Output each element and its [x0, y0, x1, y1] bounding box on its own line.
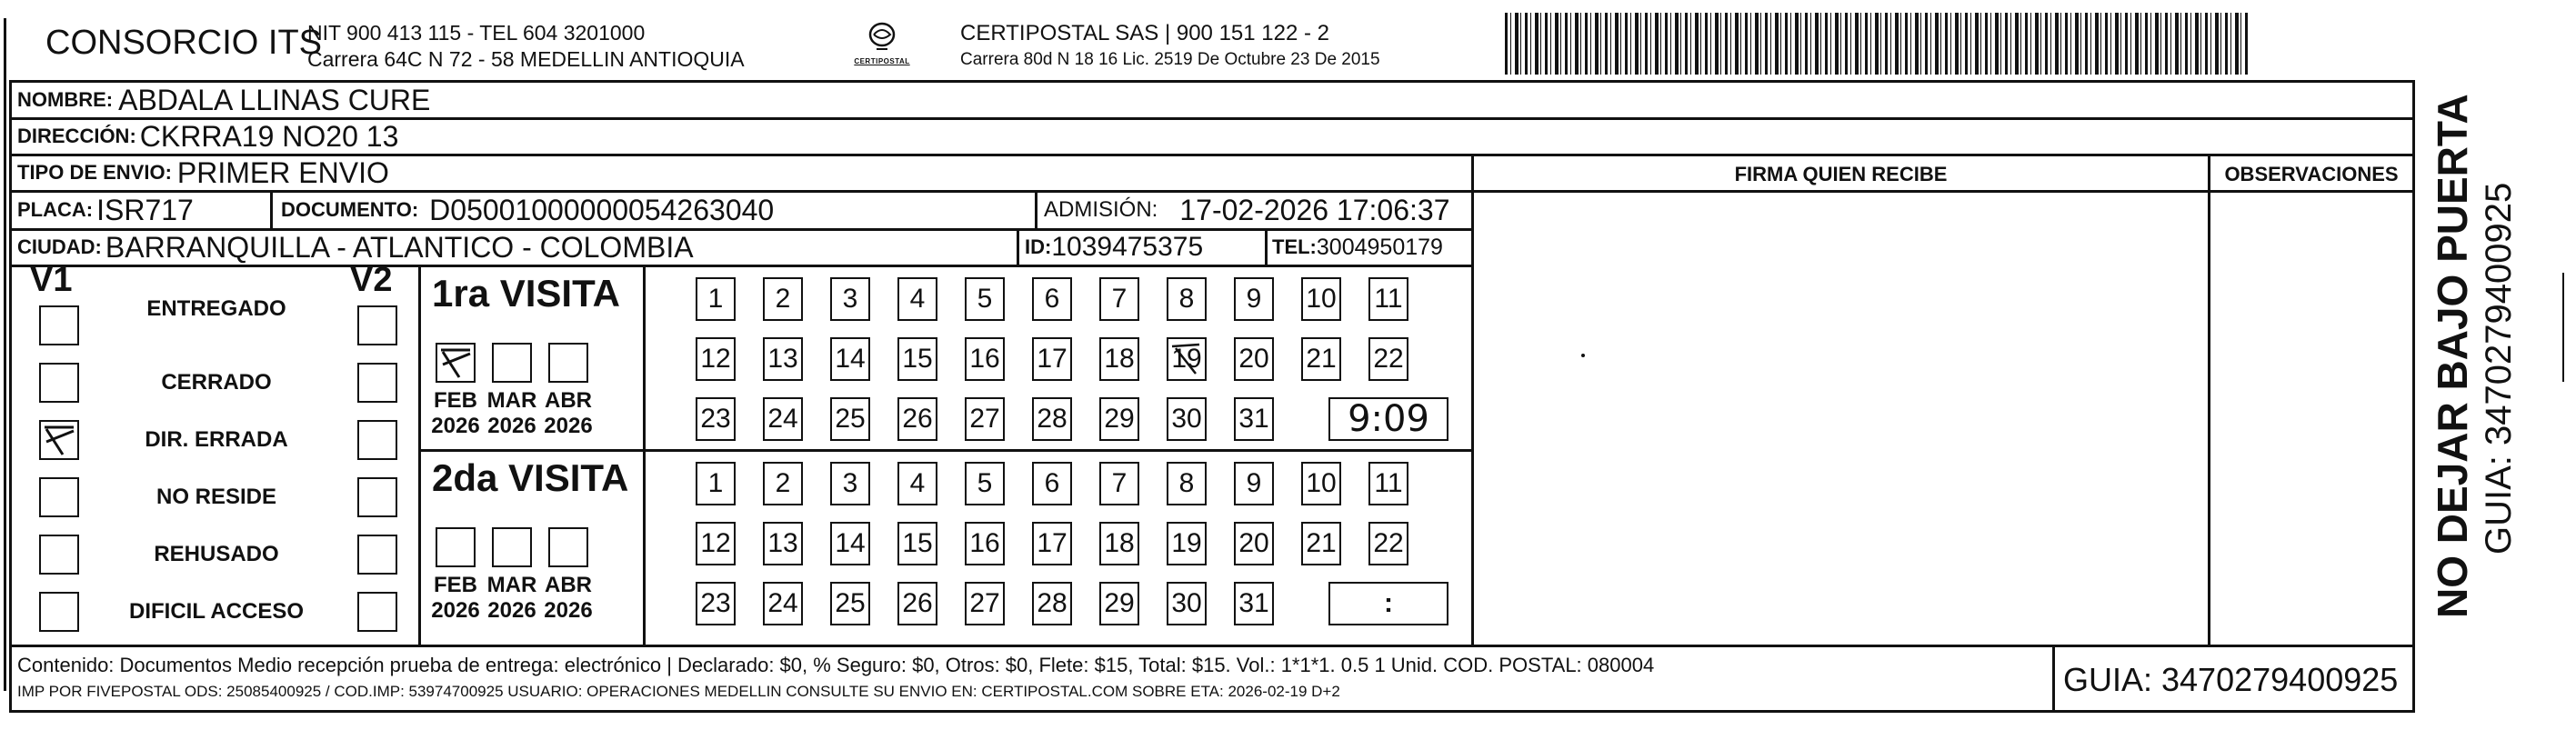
- firma-header: FIRMA QUIEN RECIBE: [1734, 163, 1948, 185]
- day-box[interactable]: 10: [1301, 462, 1341, 505]
- day-box[interactable]: 30: [1167, 582, 1207, 625]
- status-option-label: ENTREGADO: [146, 296, 286, 321]
- day-box[interactable]: 11: [1368, 462, 1408, 505]
- v1-checkbox[interactable]: [39, 363, 79, 403]
- id-label: ID:: [1025, 235, 1052, 258]
- row-nombre: [12, 83, 430, 117]
- month-label: [536, 388, 600, 439]
- month-label: [424, 388, 487, 439]
- day-box[interactable]: 11: [1368, 277, 1408, 321]
- day-box[interactable]: 21: [1301, 337, 1341, 381]
- row-documento: [281, 192, 774, 228]
- day-box[interactable]: 31: [1234, 397, 1274, 441]
- status-option-label: CERRADO: [161, 370, 272, 395]
- month-name: MAR: [486, 573, 537, 597]
- visit-title: 2da VISITA: [432, 456, 629, 499]
- day-box[interactable]: 5: [965, 277, 1005, 321]
- day-box[interactable]: 7: [1099, 277, 1139, 321]
- day-box[interactable]: 19: [1167, 522, 1207, 565]
- visit-time[interactable]: 9:09: [1348, 398, 1429, 440]
- day-box[interactable]: 3: [830, 277, 870, 321]
- row-direccion: [12, 119, 398, 154]
- day-box[interactable]: 16: [965, 522, 1005, 565]
- v2-header: V2: [350, 261, 393, 299]
- tipo-value: PRIMER ENVIO: [176, 155, 389, 189]
- time-box[interactable]: [1328, 582, 1448, 625]
- month-name: FEB: [434, 573, 477, 597]
- day-box[interactable]: 9: [1234, 462, 1274, 505]
- day-box[interactable]: 18: [1099, 522, 1139, 565]
- day-box[interactable]: 16: [965, 337, 1005, 381]
- v1-checkbox[interactable]: [39, 420, 79, 460]
- day-box[interactable]: 25: [830, 397, 870, 441]
- nombre-label: NOMBRE:: [17, 88, 114, 111]
- barcode: [1505, 13, 2250, 75]
- day-box[interactable]: 28: [1032, 582, 1072, 625]
- day-box[interactable]: 8: [1167, 277, 1207, 321]
- month-name: FEB: [434, 388, 477, 413]
- time-box[interactable]: [1328, 397, 1448, 441]
- direccion-label: DIRECCIÓN:: [17, 125, 136, 147]
- day-box[interactable]: 14: [830, 522, 870, 565]
- month-year: 2026: [487, 598, 536, 623]
- day-box[interactable]: 22: [1368, 522, 1408, 565]
- documento-label: DOCUMENTO:: [281, 198, 419, 221]
- month-name: ABR: [545, 573, 592, 597]
- day-box[interactable]: 23: [696, 582, 736, 625]
- strike-mark-icon: [1168, 339, 1205, 379]
- carrier-logo: [846, 20, 918, 65]
- logo-label: CERTIPOSTAL: [854, 57, 910, 65]
- month-checkbox[interactable]: [436, 343, 476, 383]
- day-box[interactable]: 29: [1099, 582, 1139, 625]
- day-box[interactable]: 8: [1167, 462, 1207, 505]
- month-checkbox[interactable]: [548, 527, 588, 567]
- footer-contenido: Contenido: Documentos Medio recepción prueba de entrega: electrónico | Declarado: $0, % Seguro: $0, Otros: $0, Flete: $15, Total: $15. Vol.: 1*1*1. 0.5 1 Unid. COD. POSTAL: 080004: [17, 654, 1655, 676]
- day-box[interactable]: 13: [763, 337, 803, 381]
- day-box[interactable]: 4: [897, 277, 937, 321]
- month-checkbox[interactable]: [492, 527, 532, 567]
- day-box[interactable]: 17: [1032, 522, 1072, 565]
- admision-label: ADMISIÓN:: [1044, 197, 1158, 222]
- day-box[interactable]: 22: [1368, 337, 1408, 381]
- month-year: 2026: [487, 414, 536, 438]
- status-option-label: DIR. ERRADA: [145, 427, 288, 452]
- day-box[interactable]: 19: [1167, 337, 1207, 381]
- day-box[interactable]: 23: [696, 397, 736, 441]
- tipo-label: TIPO DE ENVIO:: [17, 161, 172, 184]
- scan-edge: [4, 18, 6, 691]
- month-year: 2026: [431, 414, 480, 438]
- v1-checkbox[interactable]: [39, 535, 79, 575]
- month-checkbox[interactable]: [548, 343, 588, 383]
- placa-label: PLACA:: [17, 198, 94, 221]
- month-year: 2026: [544, 598, 593, 623]
- month-year: 2026: [544, 414, 593, 438]
- ciudad-value: BARRANQUILLA - ATLANTICO - COLOMBIA: [105, 230, 694, 264]
- certipostal-logo-icon: [862, 20, 902, 53]
- month-checkbox[interactable]: [436, 527, 476, 567]
- day-box[interactable]: 31: [1234, 582, 1274, 625]
- status-option-label: DIFICIL ACCESO: [128, 599, 304, 624]
- carrier-info: [960, 20, 1380, 73]
- placa-value: ISR717: [96, 193, 194, 226]
- day-box[interactable]: 4: [897, 462, 937, 505]
- carrier-name: CERTIPOSTAL SAS | 900 151 122 - 2: [960, 21, 1329, 45]
- day-box[interactable]: 27: [965, 582, 1005, 625]
- day-box[interactable]: 18: [1099, 337, 1139, 381]
- day-box[interactable]: 5: [965, 462, 1005, 505]
- side-guia: GUIA: 3470279400925: [2479, 182, 2519, 555]
- day-box[interactable]: 20: [1234, 337, 1274, 381]
- row-tipo: [12, 155, 389, 190]
- day-box[interactable]: 6: [1032, 462, 1072, 505]
- footer-guia: GUIA: 3470279400925: [2063, 661, 2399, 698]
- day-box[interactable]: 26: [897, 397, 937, 441]
- month-label: [480, 573, 544, 624]
- day-box[interactable]: 24: [763, 397, 803, 441]
- month-label: [480, 388, 544, 439]
- ciudad-label: CIUDAD:: [17, 235, 102, 258]
- day-box[interactable]: 27: [965, 397, 1005, 441]
- day-box[interactable]: 30: [1167, 397, 1207, 441]
- month-checkbox[interactable]: [492, 343, 532, 383]
- id-value: 1039475375: [1051, 232, 1204, 262]
- day-box[interactable]: 12: [696, 522, 736, 565]
- visit-title: 1ra VISITA: [432, 272, 620, 315]
- row-placa: [12, 192, 194, 228]
- side-panel: [2419, 94, 2528, 618]
- day-box[interactable]: 15: [897, 337, 937, 381]
- tel-value: 3004950179: [1316, 234, 1443, 260]
- day-box[interactable]: 17: [1032, 337, 1072, 381]
- v2-checkbox[interactable]: [357, 363, 397, 403]
- day-box[interactable]: 21: [1301, 522, 1341, 565]
- nombre-value: ABDALA LLINAS CURE: [118, 83, 431, 116]
- direccion-value: CKRRA19 NO20 13: [139, 119, 399, 153]
- day-box[interactable]: 2: [763, 277, 803, 321]
- status-option-label: REHUSADO: [154, 542, 279, 566]
- day-box[interactable]: 24: [763, 582, 803, 625]
- observaciones-header: OBSERVACIONES: [2224, 163, 2399, 185]
- documento-value: D05001000000054263040: [429, 193, 775, 226]
- company-nit: NIT 900 413 115 - TEL 604 3201000: [307, 21, 646, 45]
- day-box[interactable]: 1: [696, 277, 736, 321]
- day-box[interactable]: 26: [897, 582, 937, 625]
- row-ciudad: [12, 230, 694, 265]
- signature-mark: [1581, 354, 1585, 357]
- month-label: [424, 573, 487, 624]
- v2-checkbox[interactable]: [357, 592, 397, 632]
- v1-checkbox[interactable]: [39, 592, 79, 632]
- v2-checkbox[interactable]: [357, 420, 397, 460]
- company-info: [307, 20, 745, 73]
- day-box[interactable]: 13: [763, 522, 803, 565]
- v1-checkbox[interactable]: [39, 305, 79, 345]
- footer-imp: IMP POR FIVEPOSTAL ODS: 25085400925 / COD.IMP: 53974700925 USUARIO: OPERACIONES MEDELLIN CONSULTE SU ENVIO EN: CERTIPOSTAL.COM SOBRE ETA: 2026-02-19 D+2: [17, 683, 1340, 700]
- day-box[interactable]: 1: [696, 462, 736, 505]
- day-box[interactable]: 10: [1301, 277, 1341, 321]
- day-box[interactable]: 15: [897, 522, 937, 565]
- day-box[interactable]: 6: [1032, 277, 1072, 321]
- day-box[interactable]: 7: [1099, 462, 1139, 505]
- v1-header: V1: [30, 261, 73, 299]
- status-option-label: NO RESIDE: [155, 485, 277, 509]
- day-box[interactable]: 28: [1032, 397, 1072, 441]
- company-name: CONSORCIO ITS: [45, 24, 323, 62]
- day-box[interactable]: 2: [763, 462, 803, 505]
- tel-label: TEL:: [1272, 235, 1317, 258]
- day-box[interactable]: 12: [696, 337, 736, 381]
- row-tel: [1272, 230, 1443, 265]
- scan-edge-right: [2562, 273, 2570, 382]
- day-box[interactable]: 9: [1234, 277, 1274, 321]
- day-box[interactable]: 25: [830, 582, 870, 625]
- v2-checkbox[interactable]: [357, 305, 397, 345]
- visit-time[interactable]: :: [1384, 588, 1393, 618]
- row-admision: [1044, 192, 1449, 228]
- row-id: [1025, 230, 1203, 265]
- day-box[interactable]: 29: [1099, 397, 1139, 441]
- day-box[interactable]: 3: [830, 462, 870, 505]
- month-year: 2026: [431, 598, 480, 623]
- month-name: ABR: [545, 388, 592, 413]
- day-box[interactable]: 20: [1234, 522, 1274, 565]
- carrier-address: Carrera 80d N 18 16 Lic. 2519 De Octubre 23 De 2015: [960, 50, 1380, 69]
- company-address: Carrera 64C N 72 - 58 MEDELLIN ANTIOQUIA: [307, 47, 745, 71]
- month-name: MAR: [486, 388, 537, 413]
- v1-checkbox[interactable]: [39, 477, 79, 517]
- v2-checkbox[interactable]: [357, 477, 397, 517]
- side-warning: NO DEJAR BAJO PUERTA: [2429, 94, 2476, 618]
- admision-value: 17-02-2026 17:06:37: [1179, 193, 1450, 226]
- check-mark-icon: [41, 422, 77, 458]
- day-box[interactable]: 14: [830, 337, 870, 381]
- v2-checkbox[interactable]: [357, 535, 397, 575]
- shipping-form: [9, 80, 2415, 713]
- check-mark-icon: [437, 345, 474, 381]
- month-label: [536, 573, 600, 624]
